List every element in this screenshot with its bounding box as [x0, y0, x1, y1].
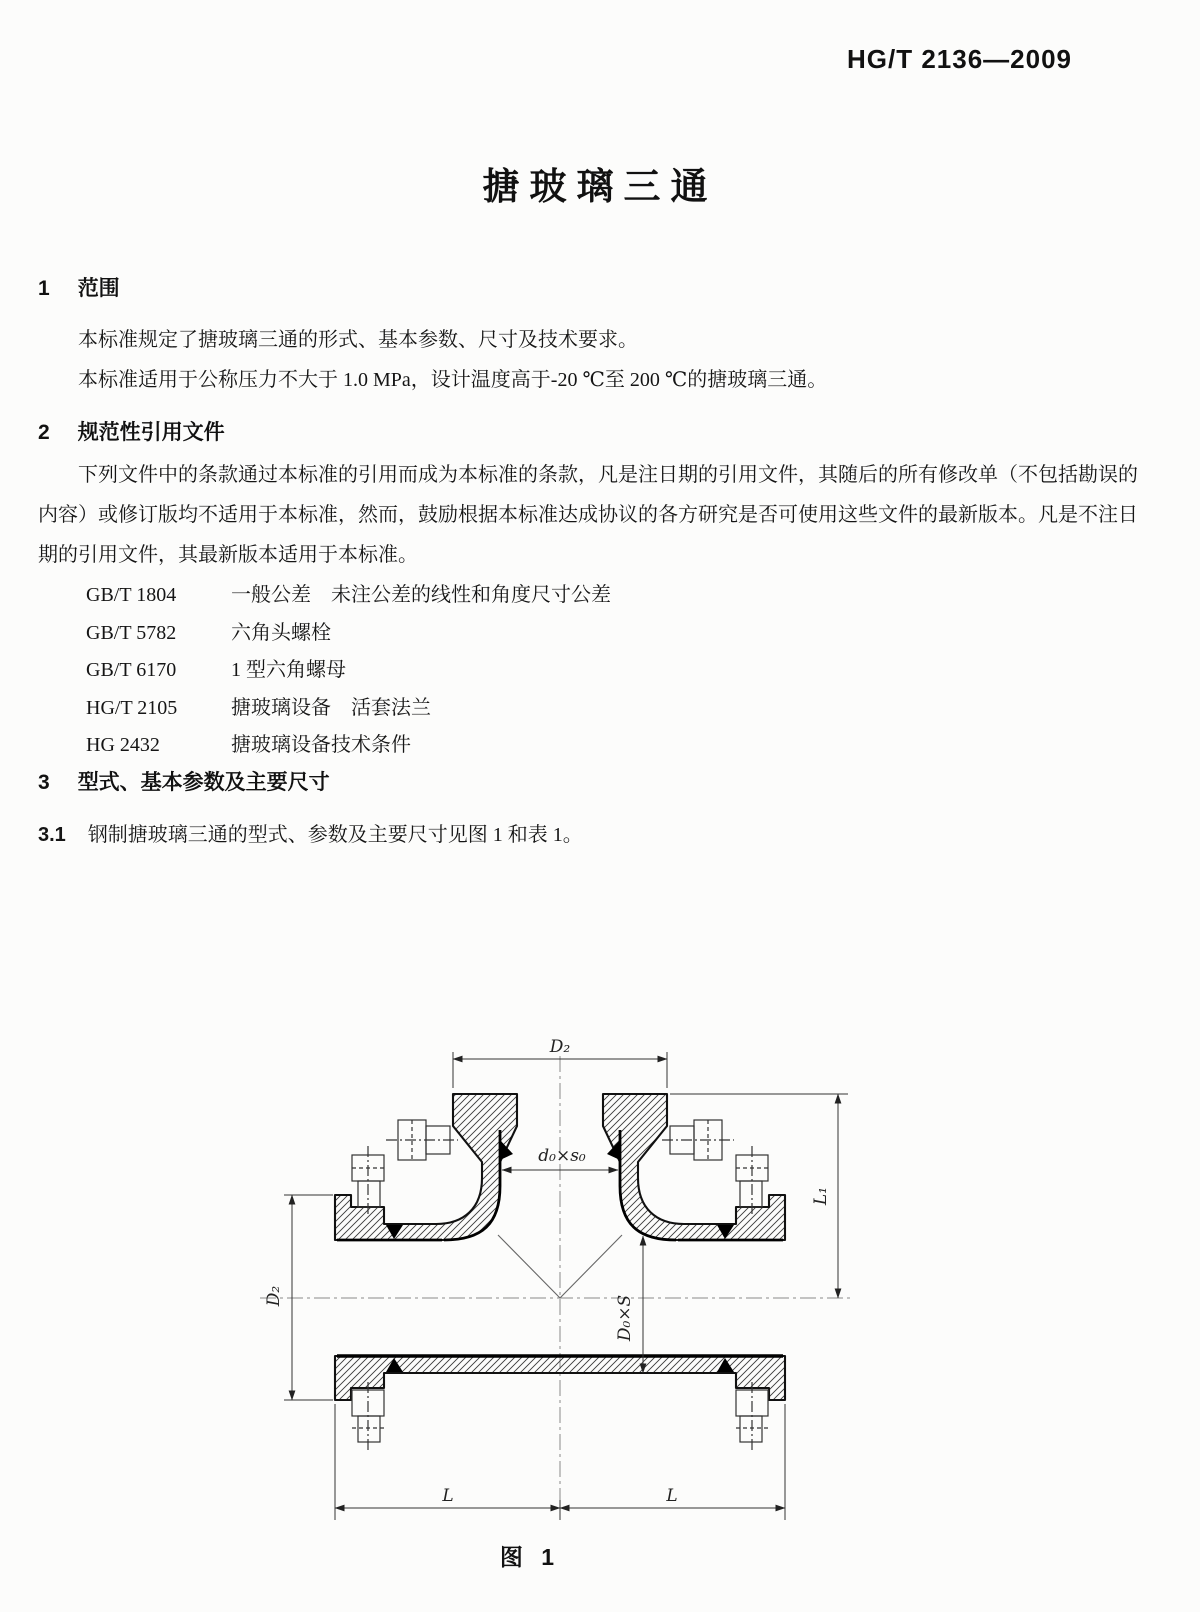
- figure-caption: 图 1: [499, 1544, 561, 1570]
- section-2-intro: 下列文件中的条款通过本标准的引用而成为本标准的条款，凡是注日期的引用文件，其随后的所有修改单（不包括勘误的内容）或修订版均不适用于本标准，然而，鼓励根据本标准达成协议的各方研究是否可使用这些文件的最新版本。凡是不注日期的引用文件，其最新版本适用于本标准。: [38, 464, 1138, 566]
- reference-title: 一般公差 未注公差的线性和角度尺寸公差: [231, 584, 611, 606]
- bolt-run-left-bottom: [352, 1382, 384, 1452]
- dim-label-run-pipe: D₀×S: [615, 1294, 635, 1342]
- bolt-run-left-top: [352, 1146, 384, 1214]
- dim-label-branch-flange-od: D₂: [549, 1037, 571, 1057]
- page-title: 搪玻璃三通: [482, 166, 718, 207]
- reference-code: GB/T 6170: [86, 659, 177, 681]
- reference-code: HG/T 2105: [86, 696, 178, 719]
- reference-code: GB/T 5782: [86, 621, 177, 644]
- section-3-number: 3: [38, 771, 50, 794]
- reference-list: [86, 578, 1086, 766]
- dimensions: [284, 1052, 848, 1520]
- section-1-heading: [38, 272, 120, 302]
- reference-item: [86, 691, 1086, 729]
- figure-1: [200, 1028, 860, 1572]
- dim-label-run-right: L: [666, 1486, 678, 1506]
- dim-label-branch-pipe: d₀×s₀: [538, 1146, 586, 1166]
- section-2-title: 规范性引用文件: [77, 421, 225, 444]
- tee-body-top-right: [603, 1094, 785, 1240]
- dim-label-run-left: L: [442, 1486, 454, 1506]
- reference-code: GB/T 1804: [86, 584, 177, 606]
- reference-title: 六角头螺栓: [231, 621, 331, 644]
- section-3-heading: [38, 766, 330, 796]
- clause-3-1: [38, 818, 1138, 847]
- reference-code: HG 2432: [86, 734, 160, 756]
- reference-item: [86, 616, 1086, 654]
- section-1-number: 1: [38, 277, 50, 300]
- reference-title: 1 型六角螺母: [231, 659, 346, 681]
- dim-label-branch-height: L₁: [811, 1186, 831, 1206]
- clause-3-1-text: 钢制搪玻璃三通的型式、参数及主要尺寸见图 1 和表 1。: [87, 824, 583, 846]
- tee-body-top-left: [335, 1094, 517, 1240]
- bolt-run-right-top: [736, 1146, 768, 1214]
- section-1-title: 范围: [77, 277, 120, 300]
- reference-item: [86, 578, 1086, 616]
- bolt-run-right-bottom: [736, 1382, 768, 1452]
- section-3-title: 型式、基本参数及主要尺寸: [77, 771, 330, 794]
- tee-cross-section-diagram: [200, 1028, 860, 1533]
- reference-item: [86, 653, 1086, 691]
- dim-label-run-flange-od: D₂: [264, 1285, 284, 1307]
- bolt-branch-right: [662, 1120, 734, 1160]
- reference-title: 搪玻璃设备技术条件: [231, 734, 411, 756]
- doc-number: HG/T 2136—2009: [846, 44, 1072, 74]
- reference-title: 搪玻璃设备 活套法兰: [231, 696, 431, 719]
- section-1-paragraph-2: 本标准适用于公称压力不大于 1.0 MPa，设计温度高于-20 ℃至 200 ℃的搪玻璃三通。: [78, 369, 828, 391]
- bolt-branch-left: [386, 1120, 458, 1160]
- section-2-number: 2: [38, 421, 50, 444]
- section-2-heading: [38, 416, 225, 446]
- clause-3-1-number: 3.1: [38, 824, 66, 846]
- reference-item: [86, 728, 1086, 766]
- section-1-paragraph-1: 本标准规定了搪玻璃三通的形式、基本参数、尺寸及技术要求。: [78, 329, 638, 351]
